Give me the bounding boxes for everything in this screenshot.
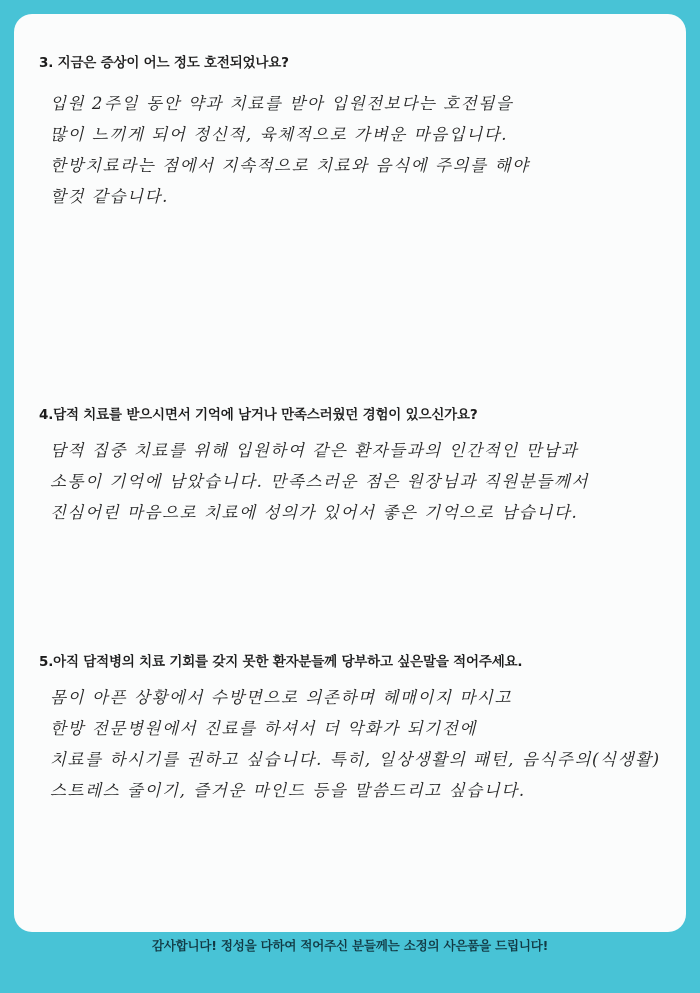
answer-4-line: 진심어린 마음으로 치료에 성의가 있어서 좋은 기억으로 남습니다. xyxy=(50,503,579,522)
answer-3-line: 한방치료라는 점에서 지속적으로 치료와 음식에 주의를 해야 xyxy=(50,156,530,175)
answer-5-line: 몸이 아픈 상황에서 수방면으로 의존하며 헤매이지 마시고 xyxy=(50,688,513,707)
footer-thanks: 감사합니다! 정성을 다하여 적어주신 분들께는 소정의 사은품을 드립니다! xyxy=(151,938,549,953)
answer-3-line: 입원 2주일 동안 약과 치료를 받아 입원전보다는 호전됨을 xyxy=(50,94,514,113)
question-5: 5.아직 담적병의 치료 기회를 갖지 못한 환자분들께 당부하고 싶은말을 적어주세요. xyxy=(39,654,523,670)
question-3: 3. 지금은 증상이 어느 정도 호전되었나요? xyxy=(39,55,289,71)
answer-3-line: 할것 같습니다. xyxy=(50,187,169,206)
answer-3 xyxy=(50,88,656,212)
answer-5-line: 한방 전문병원에서 진료를 하셔서 더 악화가 되기전에 xyxy=(50,719,477,738)
answer-4-line: 소통이 기억에 남았습니다. 만족스러운 점은 원장님과 직원분들께서 xyxy=(50,472,590,491)
answer-4-line: 담적 집중 치료를 위해 입원하여 같은 환자들과의 인간적인 만남과 xyxy=(50,441,579,460)
question-4: 4.담적 치료를 받으시면서 기억에 남거나 만족스러웠던 경험이 있으신가요? xyxy=(39,407,478,423)
answer-4 xyxy=(50,435,656,528)
answer-5 xyxy=(50,682,661,806)
answer-3-line: 많이 느끼게 되어 정신적, 육체적으로 가벼운 마음입니다. xyxy=(50,125,509,144)
answer-5-line: 스트레스 줄이기, 즐거운 마인드 등을 말씀드리고 싶습니다. xyxy=(50,781,526,800)
answer-5-line: 치료를 하시기를 권하고 싶습니다. 특히, 일상생활의 패턴, 음식주의(식생활) xyxy=(50,750,661,769)
survey-card xyxy=(14,14,686,932)
